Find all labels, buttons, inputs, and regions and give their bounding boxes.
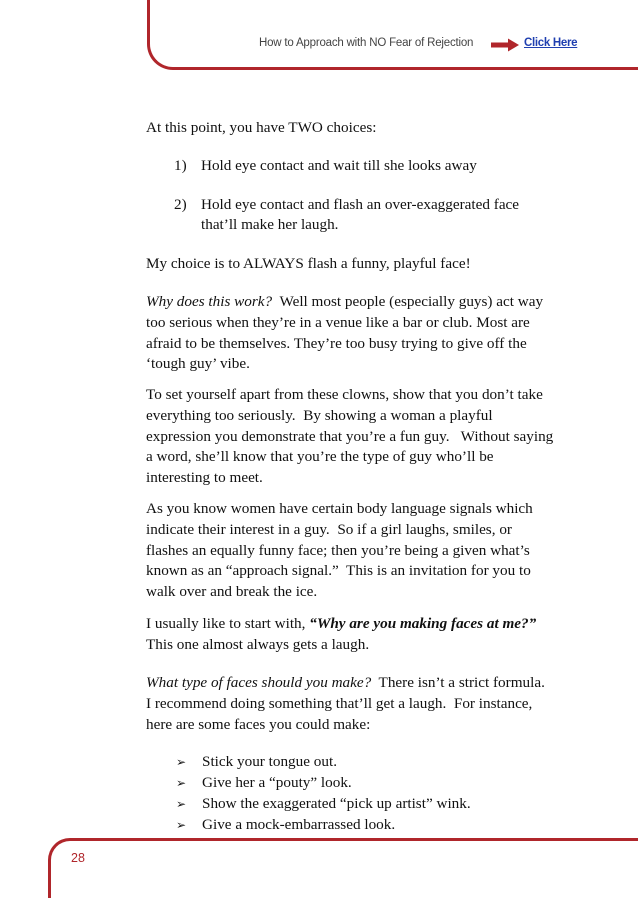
start-prefix: I usually like to start with,	[146, 615, 310, 632]
page-number: 28	[71, 851, 85, 865]
paragraph-line: flashes an equally funny face; then you’re being a given what’s	[146, 541, 530, 559]
paragraph-line: expression you demonstrate that you’re a fun guy. Without saying	[146, 427, 554, 445]
faces-question: What type of faces should you make?	[146, 674, 372, 691]
paragraph-line: a word, she’ll know that you’re the type of guy who’ll be	[146, 448, 494, 466]
paragraph-line: I recommend doing something that’ll get a laugh. For instance,	[146, 694, 533, 712]
choice-number: 2)	[174, 196, 187, 213]
signals-paragraph	[146, 499, 596, 603]
why-paragraph	[146, 292, 596, 375]
paragraph-line: To set yourself apart from these clowns, show that you don’t take	[146, 386, 543, 403]
why-line: ‘tough guy’ vibe.	[146, 355, 250, 373]
footer-frame	[48, 838, 638, 898]
faces-paragraph	[146, 673, 596, 735]
arrowhead-bullet-icon: ➢	[176, 755, 187, 769]
arrowhead-bullet-icon: ➢	[176, 776, 187, 790]
choice-statement: My choice is to ALWAYS flash a funny, playful face!	[146, 255, 471, 272]
start-paragraph	[146, 614, 596, 656]
start-quote: “Why are you making faces at me?”	[309, 615, 537, 632]
why-line: too serious when they’re in a venue like a bar or club. Most are	[146, 313, 530, 331]
why-line: afraid to be themselves. They’re too busy trying to give off the	[146, 334, 527, 352]
paragraph-line: interesting to meet.	[146, 469, 263, 487]
list-item-text: Give her a “pouty” look.	[202, 774, 352, 791]
why-question: Why does this work?	[146, 293, 273, 310]
paragraph-line: known as an “approach signal.” This is an invitation for you to	[146, 562, 531, 580]
paragraph-line: walk over and break the ice.	[146, 583, 318, 601]
paragraph-line: indicate their interest in a guy. So if a girl laughs, smiles, or	[146, 520, 512, 538]
right-arrow-icon	[490, 38, 520, 52]
choice-number: 1)	[174, 157, 187, 174]
faces-rest: There isn’t a strict formula.	[371, 674, 545, 691]
click-here-link[interactable]: Click Here	[524, 37, 578, 49]
set-apart-paragraph	[146, 385, 596, 489]
paragraph-line: As you know women have certain body language signals which	[146, 500, 533, 517]
arrowhead-bullet-icon: ➢	[176, 797, 187, 811]
intro-paragraph: At this point, you have TWO choices:	[146, 119, 377, 136]
paragraph-line: This one almost always gets a laugh.	[146, 635, 370, 653]
list-item-text: Give a mock-embarrassed look.	[202, 816, 396, 833]
list-item-text: Show the exaggerated “pick up artist” wink.	[202, 795, 471, 812]
why-line: Well most people (especially guys) act way	[272, 293, 544, 310]
choice-text: Hold eye contact and wait till she looks away	[201, 157, 477, 174]
choice-text: Hold eye contact and flash an over-exaggerated face	[201, 196, 520, 213]
header-frame	[147, 0, 638, 70]
list-item-text: Stick your tongue out.	[202, 753, 337, 770]
choice-text: that’ll make her laugh.	[201, 216, 339, 233]
paragraph-line: here are some faces you could make:	[146, 715, 371, 733]
arrowhead-bullet-icon: ➢	[176, 818, 187, 832]
header-title: How to Approach with NO Fear of Rejection	[259, 37, 474, 49]
paragraph-line: everything too seriously. By showing a woman a playful	[146, 406, 493, 424]
